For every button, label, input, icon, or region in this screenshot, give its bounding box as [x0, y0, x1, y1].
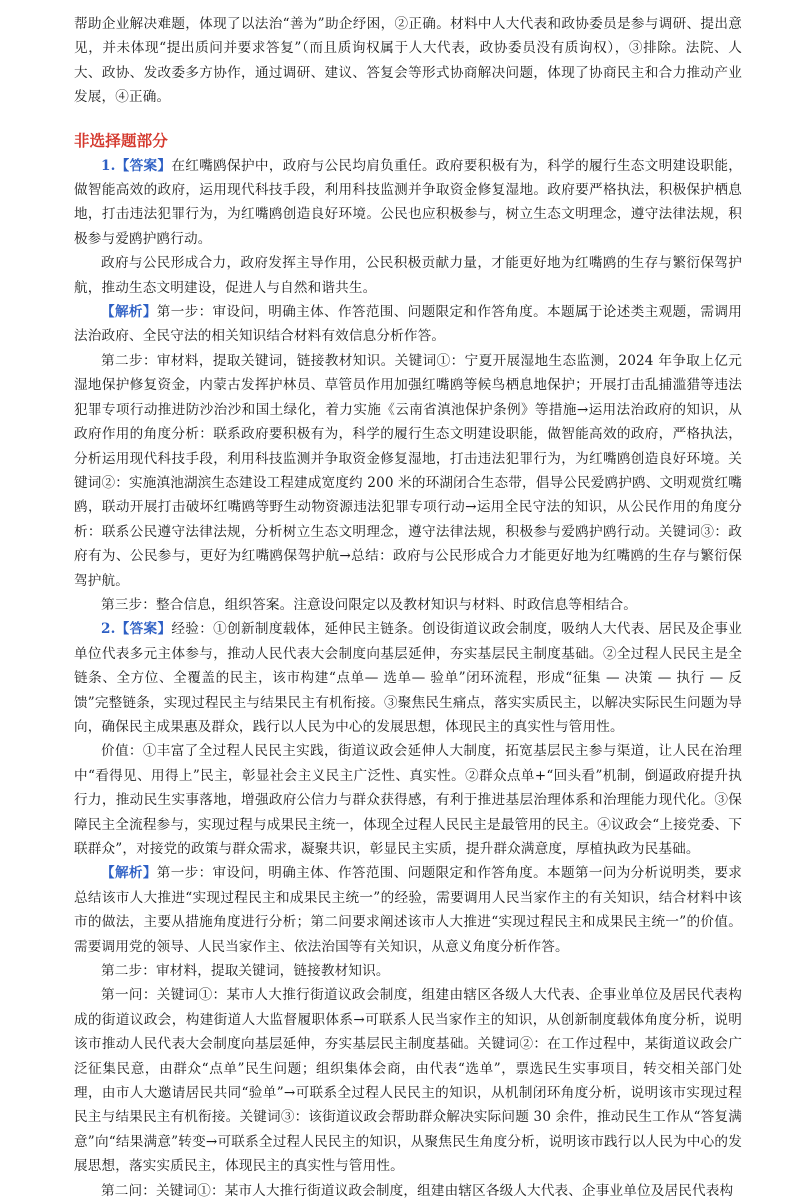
q2-analysis-q1: 第一问：关键词①：某市人大推行街道议政会制度，组建由辖区各级人大代表、企事业单位及居民代表构成的街道议政会，构建街道人大监督履职体系→可联系人民当家作主的知识，从创新制度载体角度分析，说明该市推动人民代表大会制度向基层延伸，夯实基层民主制度基础。关键词②：在工作过程中，某街道议政会广泛征集民意，由群众“点单”民生问题；组织集体会商，由代表“选单”，票选民生实事项目，转交相关部门处理，由市人大邀请居民共同“验单”→可联系全过程人民民主的知识，从机制闭环角度分析，说明该市实现过程民主与结果民主有机衔接。关键词③：该街道议政会帮助群众解决实际问题 30 余件，推动民生工作从“答复满意”向“结果满意”转变→可联系全过程人民民主的知识，从聚焦民生角度分析，说明该市践行以人民为中心的发展思想，落实实质民主，体现民主的真实性与管用性。 — [74, 987, 742, 1175]
q1-answer-text: 在红嘴鸥保护中，政府与公民均肩负重任。政府要积极有为，科学的履行生态文明建设职能，做智能高效的政府，运用现代科技手段，利用科技监测并争取资金修复湿地。政府要严格执法，积极保护栖息地，打击违法犯罪行为，为红嘴鸥创造良好环境。公民也应积极参与，树立生态文明理念，遵守法律法规，积极参与爱鸥护鸥行动。 — [74, 157, 742, 247]
q1-number: 1. — [101, 157, 116, 174]
q2-answer — [74, 617, 742, 739]
q2-analysis-step1: 第一步：审设问，明确主体、作答范围、问题限定和作答角度。本题第一问为分析说明类，要求总结该市人大推进“实现过程民主和成果民主统一”的经验，需要调用人民当家作主的有关知识，结合材料中该市的做法，主要从措施角度进行分析；第二问要求阐述该市人大推进“实现过程民主和成果民主统一”的价值。需要调用党的领导、人民当家作主、依法治国等有关知识，从意义角度分析作答。 — [74, 865, 743, 955]
q2-answer-value: 价值：①丰富了全过程人民民主实践，街道议政会延伸人大制度，拓宽基层民主参与渠道，让人民在治理中“看得见、用得上”民主，彰显社会主义民主广泛性、真实性。②群众点单+“回头看”机制，倒逼政府提升执行力，推动民生实事落地，增强政府公信力与群众获得感，有利于推进基层治理体系和治理能力现代化。③保障民主全流程参与，实现过程与成果民主统一，体现全过程人民民主是最管用的民主。④议政会“上接党委、下联群众”，对接党的政策与群众需求，凝聚共识，彰显民主实质，提升群众满意度，厚植执政为民基础。 — [74, 743, 742, 857]
q2-analysis-tag: 【解析】 — [101, 865, 157, 882]
q1-analysis-step3: 第三步：整合信息，组织答案。注意设问限定以及教材知识与材料、时政信息等相结合。 — [101, 596, 638, 613]
q1-analysis-step1-para — [74, 300, 742, 349]
q2-analysis-step2: 第二步：审材料，提取关键词，链接教材知识。 — [101, 963, 390, 980]
q1-analysis-step2: 第二步：审材料，提取关键词，链接教材知识。关键词①：宁夏开展湿地生态监测，2024 年争取上亿元湿地保护修复资金，内蒙古发挥护林员、草管员作用加强红嘴鸥等候鸟栖息地保护；开展打击乱捕滥猎等违法犯罪专项行动推进防沙治沙和国土绿化，着力实施《云南省滇池保护条例》等措施→运用法治政府的知识，从政府作用的角度分析：联系政府要积极有为，科学的履行生态文明建设职能，做智能高效的政府，严格执法，分析运用现代科技手段，利用科技监测并争取资金修复湿地，打击违法犯罪行为，为红嘴鸥创造良好环境。关键词②：实施滇池湖滨生态建设工程建成宽度约 200 米的环湖闭合生态带，倡导公民爱鸥护鸥、文明观赏红嘴鸥，联动开展打击破坏红嘴鸥等野生动物资源违法犯罪专项行动→运用全民守法的知识，从公民作用的角度分析：联系公民遵守法律法规，分析树立生态文明理念，遵守法律法规，积极参与爱鸥护鸥行动。关键词③：政府有为、公民参与，更好为红嘴鸥保驾护航→总结：政府与公民形成合力才能更好地为红嘴鸥的生存与繁衍保驾护航。 — [74, 352, 742, 589]
q2-analysis-q2: 第二问：关键词①：某市人大推行街道议政会制度，组建由辖区各级人大代表、企事业单位及居民代表构 — [101, 1182, 734, 1199]
q1-answer-text-2: 政府与公民形成合力，政府发挥主导作用，公民积极贡献力量，才能更好地为红嘴鸥的生存与繁衍保驾护航，推动生态文明建设，促进人与自然和谐共生。 — [74, 255, 742, 296]
q1-analysis-step1: 第一步：审设问，明确主体、作答范围、问题限定和作答角度。本题属于论述类主观题，需调用法治政府、全民守法的相关知识结合材料有效信息分析作答。 — [74, 304, 743, 345]
section-title: 非选择题部分 — [74, 131, 168, 150]
q1-answer-tag: 【答案】 — [115, 157, 172, 174]
intro-paragraph: 帮助企业解决难题，体现了以法治“善为”助企纾困，②正确。材料中人大代表和政协委员是参与调研、提出意见，并未体现“提出质问并要求答复”（而且质询权属于人大代表，政协委员没有质询权），③排除。法院、人大、政协、发改委多方协作，通过调研、建议、答复会等形式协商解决问题，体现了协商民主和合力推动产业发展，④正确。 — [74, 16, 742, 106]
q2-number: 2. — [101, 621, 116, 638]
q2-answer-experience: 经验：①创新制度载体，延伸民主链条。创设街道议政会制度，吸纳人大代表、居民及企事业单位代表多元主体参与，推动人民代表大会制度向基层延伸，夯实基层民主制度基础。②全过程人民民主是全链条、全方位、全覆盖的民主，该市构建“点单— 选单— 验单”闭环流程，形成“征集 — 决策 — 执行 — 反馈”完整链条，实现过程民主与结果民主有机衔接。③聚焦民生痛点，落实实质民主，以解决实际民生问题为导向，确保民主成果惠及群众，践行以人民为中心的发展思想，体现民主的真实性与管用性。 — [74, 621, 742, 735]
q2-answer-tag: 【答案】 — [115, 621, 172, 638]
q2-analysis-step1-para — [74, 861, 742, 959]
q1-answer — [74, 154, 742, 252]
q1-analysis-tag: 【解析】 — [101, 304, 157, 321]
